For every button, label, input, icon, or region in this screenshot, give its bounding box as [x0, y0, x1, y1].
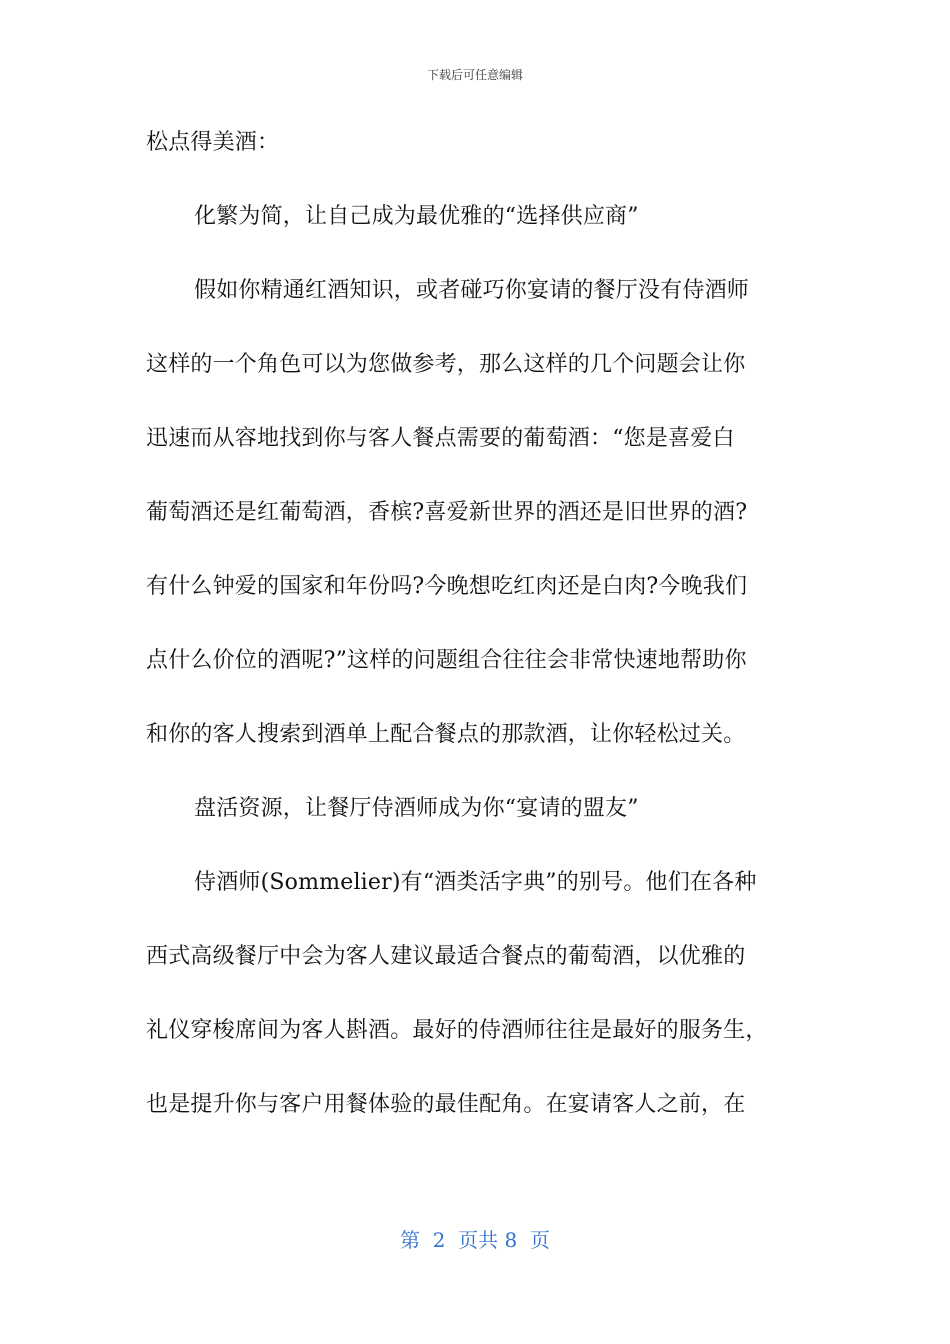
text-line-3: 假如你精通红酒知识，或者碰巧你宴请的餐厅没有侍酒师	[194, 278, 750, 303]
text-line-7: 有什么钟爱的国家和年份吗?今晚想吃红肉还是白肉?今晚我们	[146, 574, 748, 599]
text-line-8: 点什么价位的酒呢?”这样的问题组合往往会非常快速地帮助你	[146, 648, 747, 673]
page-number-footer: 第 2 页共 8 页	[400, 1228, 550, 1252]
text-line-1: 松点得美酒：	[146, 130, 280, 155]
text-line-4: 这样的一个角色可以为您做参考，那么这样的几个问题会让你	[146, 352, 746, 377]
text-line-12: 西式高级餐厅中会为客人建议最适合餐点的葡萄酒，以优雅的	[146, 944, 746, 969]
section-heading-2: 盘活资源，让餐厅侍酒师成为你“宴请的盟友”	[194, 796, 639, 821]
text-line-5: 迅速而从容地找到你与客人餐点需要的葡萄酒：“您是喜爱白	[146, 426, 735, 451]
text-line-13: 礼仪穿梭席间为客人斟酒。最好的侍酒师往往是最好的服务生，	[146, 1018, 768, 1043]
text-line-9: 和你的客人搜索到酒单上配合餐点的那款酒，让你轻松过关。	[146, 722, 746, 747]
text-line-11: 侍酒师(Sommelier)有“酒类活字典”的别号。他们在各种	[194, 870, 757, 895]
text-line-14: 也是提升你与客户用餐体验的最佳配角。在宴请客人之前，在	[146, 1092, 746, 1117]
page-header-note: 下载后可任意编辑	[426, 68, 523, 82]
text-line-6: 葡萄酒还是红葡萄酒，香槟?喜爱新世界的酒还是旧世界的酒?	[146, 500, 748, 525]
section-heading-1: 化繁为简，让自己成为最优雅的“选择供应商”	[194, 204, 639, 229]
